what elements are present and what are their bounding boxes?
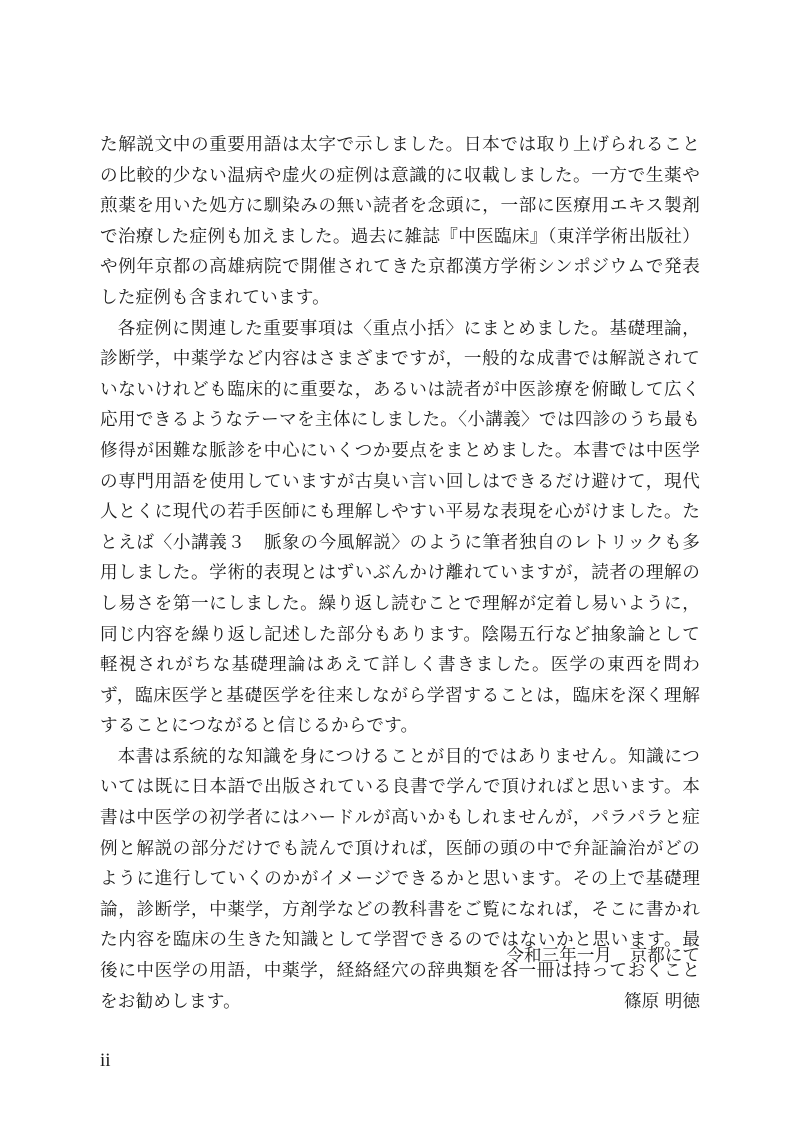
preface-body	[100, 130, 700, 1017]
signature-author: 篠原 明徳	[624, 992, 700, 1012]
signature-date-place: 令和三年一月 京都にて	[506, 946, 700, 966]
paragraph-purpose: 本書は系統的な知識を身につけることが目的ではありません。知識については既に日本語で出版されている良書で学んで頂ければと思います。本書は中医学の初学者にはハードルが高いかもしれませんが，パラパラと症例と解説の部分だけでも読んで頂ければ，医師の頭の中で弁証論治がどのように進行していくのかがイメージできるかと思います。その上で基礎理論，診断学，中薬学，方剤学などの教科書をご覧になれば，そこに書かれた内容を臨床の生きた知識として学習できるのではないかと思います。最後に中医学の用語，中薬学，経絡経穴の辞典類を各一冊は持っておくことをお勧めします。	[100, 746, 700, 1012]
page-number: ii	[100, 1050, 111, 1071]
paragraph-key-points: 各症例に関連した重要事項は〈重点小括〉にまとめました。基礎理論，診断学，中薬学など内容はさまざまですが，一般的な成書では解説されていないけれども臨床的に重要な，あるいは読者が中医診療を俯瞰して広く応用できるようなテーマを主体にしました。〈小講義〉では四診のうち最も修得が困難な脈診を中心にいくつか要点をまとめました。本書では中医学の専門用語を使用していますが古臭い言い回しはできるだけ避けて，現代人とくに現代の若手医師にも理解しやすい平易な表現を心がけました。たとえば〈小講義３ 脈象の今風解説〉のように筆者独自のレトリックも多用しました。学術的表現とはずいぶんかけ離れていますが，読者の理解のし易さを第一にしました。繰り返し読むことで理解が定着し易いように，同じ内容を繰り返し記述した部分もあります。陰陽五行など抽象論として軽視されがちな基礎理論はあえて詳しく書きました。医学の東西を問わず，臨床医学と基礎医学を往来しながら学習することは，臨床を深く理解することにつながると信じるからです。	[100, 318, 700, 737]
paragraph-continued: た解説文中の重要用語は太字で示しました。日本では取り上げられることの比較的少ない温病や虚火の症例は意識的に収載しました。一方で生薬や煎薬を用いた処方に馴染みの無い読者を念頭に，一部に医療用エキス製剤で治療した症例も加えました。過去に雑誌『中医臨床』（東洋学術出版社）や例年京都の高雄病院で開催されてきた京都漢方学術シンポジウムで発表した症例も含まれています。	[100, 135, 700, 308]
